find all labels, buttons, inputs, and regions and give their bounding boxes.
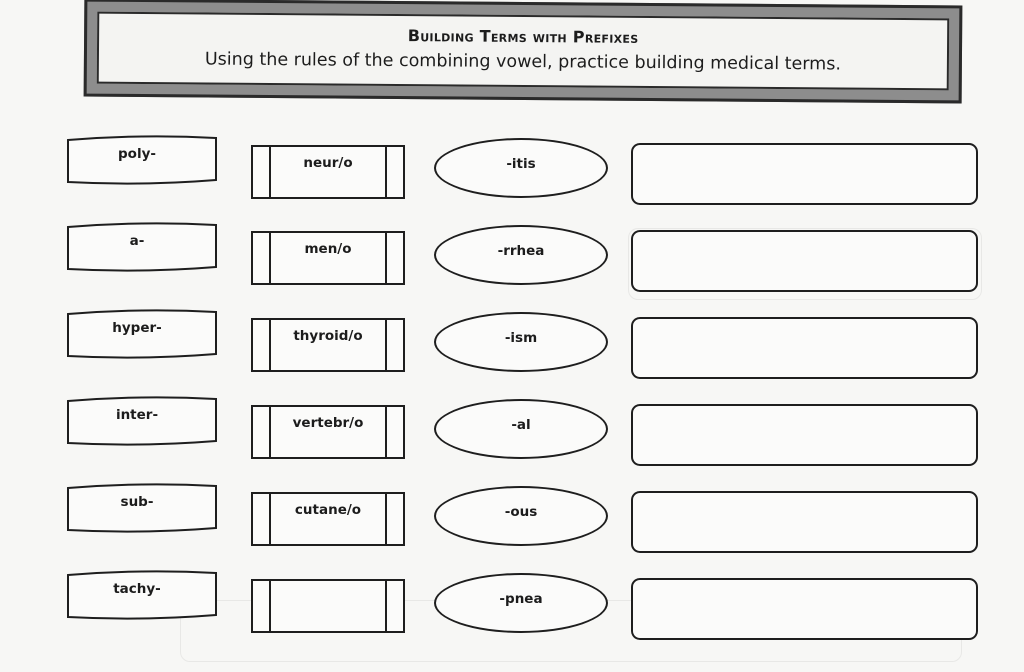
root-label: thyroid/o	[293, 328, 363, 344]
answer-box[interactable]	[631, 491, 978, 553]
flag-shape	[62, 134, 220, 190]
prefix-box	[62, 134, 220, 190]
answer-box[interactable]	[631, 317, 978, 379]
root-label: vertebr/o	[292, 415, 364, 431]
suffix-oval	[434, 138, 608, 198]
flag-shape	[62, 569, 220, 625]
suffix-oval	[434, 573, 608, 633]
header-banner	[84, 0, 963, 103]
flag-shape	[62, 308, 220, 364]
header-panel	[97, 12, 950, 91]
suffix-oval	[434, 399, 608, 459]
root-box	[251, 318, 405, 372]
root-label: neur/o	[303, 155, 353, 171]
suffix-oval	[434, 486, 608, 546]
answer-box[interactable]	[631, 230, 978, 292]
answer-box[interactable]	[631, 143, 978, 205]
flag-shape	[62, 221, 220, 277]
prefix-label: inter-	[115, 407, 159, 423]
prefix-box	[62, 395, 220, 451]
flag-shape	[62, 395, 220, 451]
prefix-label: hyper-	[112, 320, 162, 336]
prefix-label: sub-	[120, 494, 154, 510]
suffix-label: -pnea	[499, 591, 543, 607]
prefix-box	[62, 482, 220, 538]
suffix-label: -al	[511, 417, 531, 433]
suffix-label: -rrhea	[497, 243, 545, 259]
suffix-oval	[434, 225, 608, 285]
suffix-oval	[434, 312, 608, 372]
suffix-label: -ous	[504, 504, 538, 520]
answer-box[interactable]	[631, 578, 978, 640]
root-box	[251, 492, 405, 546]
flag-shape	[62, 482, 220, 538]
root-box	[251, 579, 405, 633]
prefix-label: a-	[129, 233, 145, 249]
prefix-box	[62, 569, 220, 625]
root-label: men/o	[304, 241, 352, 257]
worksheet-instructions: Using the rules of the combining vowel, practice building medical terms.	[204, 49, 842, 75]
root-label: cutane/o	[294, 502, 362, 518]
prefix-label: tachy-	[113, 581, 161, 597]
worksheet-title: Building Terms with Prefixes	[407, 26, 639, 47]
suffix-label: -itis	[506, 156, 536, 172]
prefix-label: poly-	[118, 146, 156, 162]
prefix-box	[62, 221, 220, 277]
prefix-box	[62, 308, 220, 364]
root-box	[251, 145, 405, 199]
suffix-label: -ism	[504, 330, 538, 346]
root-box	[251, 231, 405, 285]
root-box	[251, 405, 405, 459]
answer-box[interactable]	[631, 404, 978, 466]
